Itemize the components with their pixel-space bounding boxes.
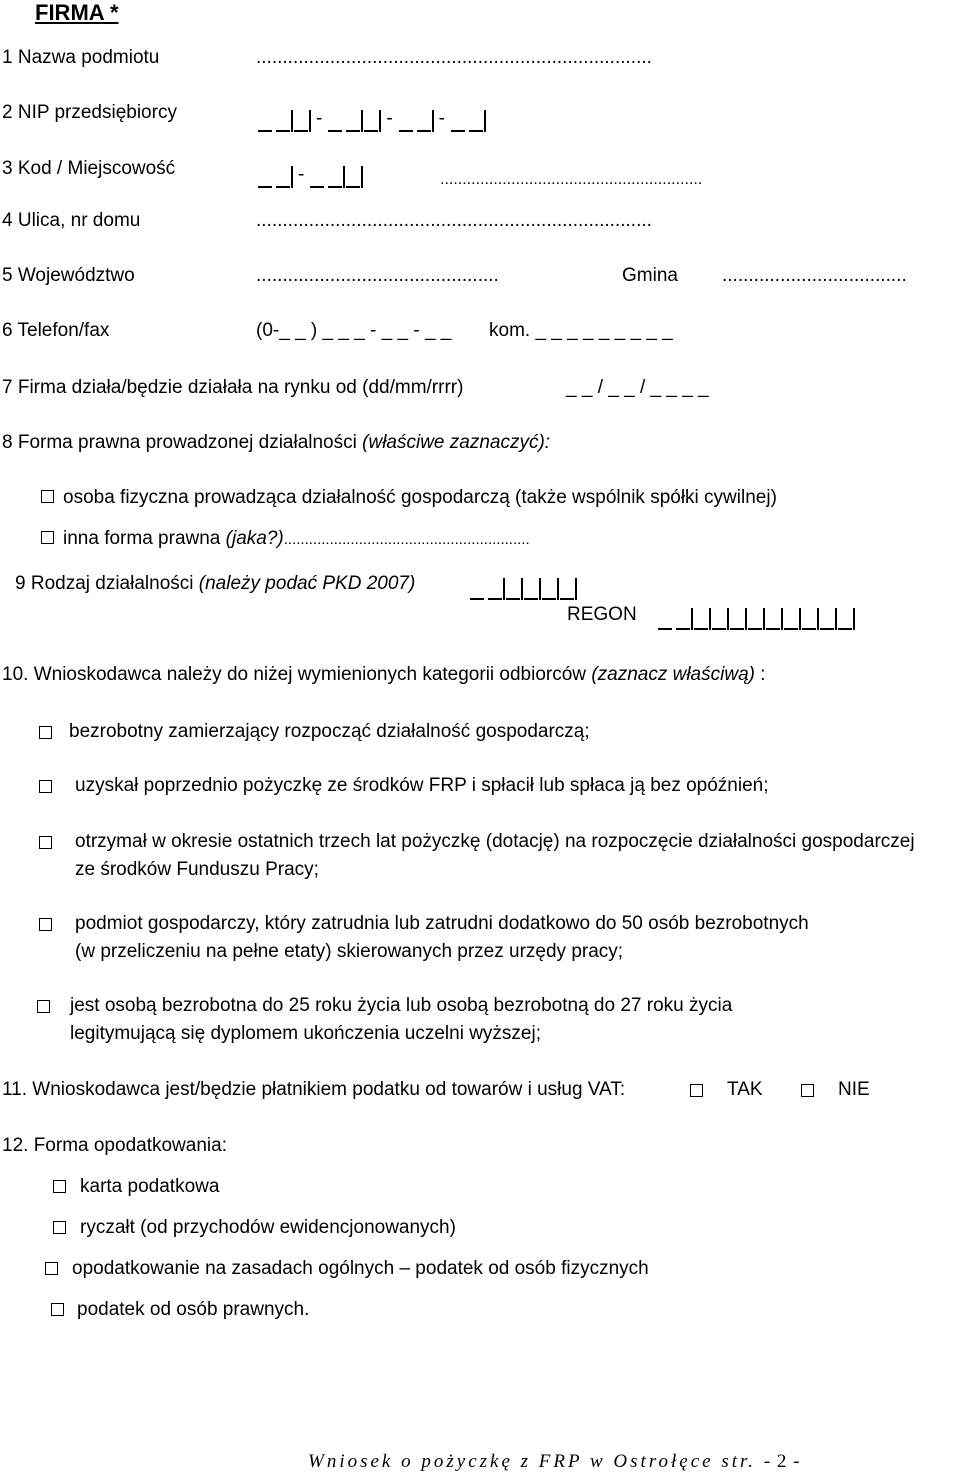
- field-label-regon: REGON: [567, 604, 637, 625]
- footer-text: Wniosek o pożyczkę z FRP w Ostrołęce str.: [308, 1451, 757, 1472]
- field-start-date[interactable]: _ _ / _ _ / _ _ _ _: [566, 377, 709, 398]
- checkbox-other-legal-form[interactable]: [41, 531, 54, 544]
- field-label-activity: [15, 574, 415, 593]
- field-label-gmina: Gmina: [622, 265, 678, 286]
- field-label-start-date: 7 Firma działa/będzie działała na rynku od (dd/mm/rrrr): [2, 377, 464, 398]
- field-company-name[interactable]: ...........................................................................: [256, 47, 652, 68]
- field-voivodeship[interactable]: ..............................................: [256, 265, 499, 286]
- checkbox-tax-card[interactable]: [53, 1180, 66, 1193]
- option-received-grant-line2: ze środków Funduszu Pracy;: [75, 859, 319, 880]
- option-other-legal-form: [63, 529, 530, 548]
- pkd-boxes[interactable]: [470, 576, 578, 600]
- activity-hint: (należy podać PKD 2007): [198, 573, 416, 594]
- section-12-label: 12. Forma opodatkowania:: [2, 1135, 227, 1156]
- option-received-grant-line1: otrzymał w okresie ostatnich trzech lat pożyczkę (dotację) na rozpoczęcie działalności gospodarczej: [75, 831, 915, 852]
- other-legal-form-label: inna forma prawna: [63, 528, 221, 549]
- checkbox-unemployed[interactable]: [39, 726, 52, 739]
- field-mobile[interactable]: kom. _ _ _ _ _ _ _ _ _: [489, 320, 673, 341]
- nip-boxes[interactable]: - - -: [258, 108, 487, 132]
- option-tax-card: karta podatkowa: [80, 1176, 220, 1197]
- field-label-phone: 6 Telefon/fax: [2, 320, 110, 341]
- checkbox-vat-yes[interactable]: [690, 1084, 703, 1097]
- other-legal-form-field[interactable]: ...........................................................: [283, 531, 530, 548]
- section-title: FIRMA *: [35, 0, 119, 25]
- regon-boxes[interactable]: [658, 606, 856, 630]
- recipient-category-colon: :: [760, 664, 766, 685]
- vat-yes-label: TAK: [727, 1079, 763, 1100]
- field-label-company-name: 1 Nazwa podmiotu: [2, 47, 160, 68]
- section-10-label: [2, 665, 766, 684]
- option-employer-line2: (w przeliczeniu na pełne etaty) skierowanych przez urzędy pracy;: [75, 941, 624, 962]
- field-city[interactable]: ...........................................................: [440, 171, 703, 188]
- option-corporate-tax: podatek od osób prawnych.: [77, 1299, 310, 1320]
- postal-code-boxes[interactable]: -: [258, 164, 364, 188]
- field-label-postal-city: 3 Kod / Miejscowość: [2, 158, 176, 179]
- page-footer: [308, 1452, 800, 1471]
- legal-form-label: 8 Forma prawna prowadzonej działalności: [2, 432, 357, 453]
- option-general-rules: opodatkowanie na zasadach ogólnych – podatek od osób fizycznych: [72, 1258, 649, 1279]
- checkbox-natural-person[interactable]: [41, 490, 54, 503]
- field-phone[interactable]: (0-_ _ ) _ _ _ - _ _ - _ _: [256, 320, 452, 341]
- section-11-label: 11. Wnioskodawca jest/będzie płatnikiem podatku od towarów i usług VAT:: [2, 1079, 626, 1100]
- vat-no-label: NIE: [838, 1079, 870, 1100]
- option-unemployed: bezrobotny zamierzający rozpocząć działalność gospodarczą;: [69, 721, 590, 742]
- field-label-legal-form: [2, 433, 550, 452]
- field-label-voivodeship: 5 Województwo: [2, 265, 135, 286]
- page-number: - 2 -: [763, 1451, 801, 1472]
- checkbox-lump-sum[interactable]: [53, 1221, 66, 1234]
- checkbox-vat-no[interactable]: [801, 1084, 814, 1097]
- field-street[interactable]: ...........................................................................: [256, 210, 652, 231]
- activity-label: 9 Rodzaj działalności: [15, 573, 194, 594]
- field-gmina[interactable]: ...................................: [722, 265, 907, 286]
- checkbox-received-grant[interactable]: [39, 836, 52, 849]
- checkbox-general-rules[interactable]: [45, 1262, 58, 1275]
- legal-form-hint: (właściwe zaznaczyć):: [362, 432, 551, 453]
- option-employer-line1: podmiot gospodarczy, który zatrudnia lub zatrudni dodatkowo do 50 osób bezrobotnych: [75, 913, 809, 934]
- option-young-unemployed-line2: legitymującą się dyplomem ukończenia uczelni wyższej;: [70, 1023, 541, 1044]
- option-lump-sum: ryczałt (od przychodów ewidencjonowanych): [80, 1217, 456, 1238]
- checkbox-employer[interactable]: [39, 918, 52, 931]
- recipient-category-label: 10. Wnioskodawca należy do niżej wymienionych kategorii odbiorców: [2, 664, 587, 685]
- field-label-nip: 2 NIP przedsiębiorcy: [2, 102, 177, 123]
- option-young-unemployed-line1: jest osobą bezrobotna do 25 roku życia lub osobą bezrobotną do 27 roku życia: [70, 995, 733, 1016]
- checkbox-young-unemployed[interactable]: [37, 1000, 50, 1013]
- checkbox-previous-loan[interactable]: [39, 780, 52, 793]
- recipient-category-hint: (zaznacz właściwą): [591, 664, 755, 685]
- field-label-street: 4 Ulica, nr domu: [2, 210, 141, 231]
- option-previous-loan: uzyskał poprzednio pożyczkę ze środków FRP i spłacił lub spłaca ją bez opóźnień;: [75, 775, 769, 796]
- other-legal-form-hint: (jaka?): [225, 528, 284, 549]
- checkbox-corporate-tax[interactable]: [51, 1303, 64, 1316]
- option-natural-person: osoba fizyczna prowadząca działalność gospodarczą (także wspólnik spółki cywilnej): [63, 487, 777, 508]
